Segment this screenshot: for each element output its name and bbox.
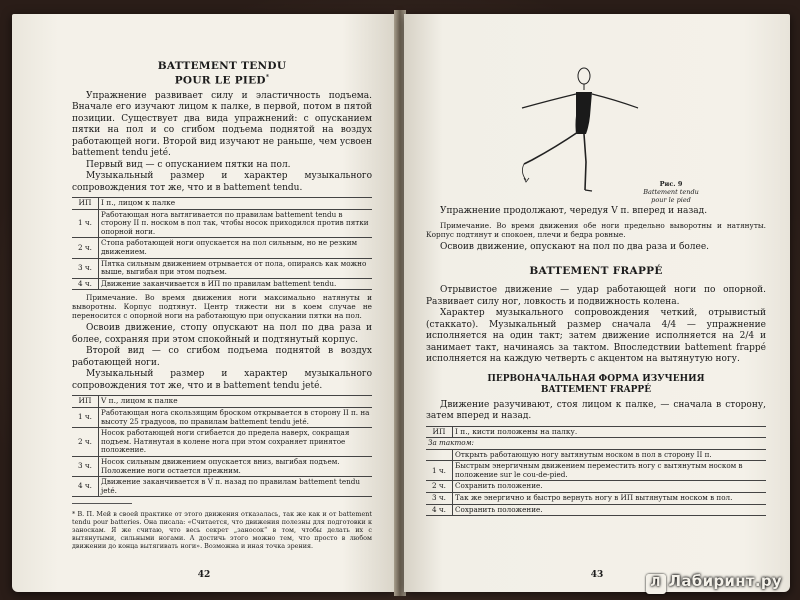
figure-caption-line1: Battement tendu <box>643 188 699 196</box>
table-cell-text: Открыть работающую ногу вытянутым носком в пол в сторону II п. <box>453 449 767 461</box>
table-row <box>426 461 766 481</box>
watermark-logo <box>646 572 782 594</box>
table-row <box>72 198 372 210</box>
table-row <box>72 456 372 476</box>
left-page <box>12 14 396 592</box>
table-row <box>426 449 766 461</box>
table-cell-count: 2 ч. <box>426 481 453 493</box>
table-row <box>72 278 372 290</box>
table-cell-count: 1 ч. <box>72 407 99 427</box>
footnote-divider <box>72 503 132 504</box>
left-table-2 <box>72 395 372 497</box>
table-cell-count: 4 ч. <box>426 504 453 516</box>
table-row <box>426 438 766 450</box>
table-cell-count: За тактом: <box>426 438 766 450</box>
right-table <box>426 426 766 517</box>
figure-caption-number: Рис. 9 <box>659 180 683 188</box>
watermark-text: Лабиринт.ру <box>668 572 782 590</box>
table-cell-text: Сохранить положение. <box>453 481 767 493</box>
table-cell-text: Носок работающей ноги сгибается до предела наверх, сокращая подъем. Натянутая в колене нога при этом сохраняет принятое положение. <box>99 428 373 457</box>
table-cell-text: V п., лицом к палке <box>99 396 373 408</box>
table-cell-text: I п., лицом к палке <box>99 198 373 210</box>
labirint-logo-icon: Л <box>646 574 666 594</box>
right-note-1: Примечание. Во время движения обе ноги предельно выворотны и натянуты. Корпус подтянут и спокоен, плечи и бедра ровные. <box>426 220 766 239</box>
left-title-line1: BATTEMENT TENDU <box>157 60 287 72</box>
right-page <box>404 14 790 592</box>
table-cell-text: Быстрым энергичным движением переместить ногу с вытянутым носком в положение sur le cou-de-pied. <box>453 461 767 481</box>
table-cell-text: Движение заканчивается в ИП по правилам battement tendu. <box>99 278 373 290</box>
left-page-content <box>72 60 372 550</box>
table-cell-count: 1 ч. <box>426 461 453 481</box>
table-cell-count: 1 ч. <box>72 209 99 238</box>
right-para-1: Упражнение продолжают, чередуя V п. вперед и назад. <box>440 206 708 216</box>
table-cell-count: 4 ч. <box>72 278 99 290</box>
right-title: BATTEMENT FRAPPÉ <box>529 265 663 277</box>
table-cell-count: ИП <box>72 396 99 408</box>
table-cell-text: I п., кисти положены на палку. <box>453 426 767 438</box>
right-page-content <box>426 62 766 519</box>
table-row <box>426 493 766 505</box>
right-subtitle <box>426 374 766 396</box>
table-row <box>72 396 372 408</box>
table-row <box>72 258 372 278</box>
table-cell-count: 3 ч. <box>72 258 99 278</box>
left-table-1 <box>72 197 372 290</box>
left-para-1: Упражнение развивает силу и эластичность подъема. Вначале его изучают лицом к палке, в первой, потом в пятой позиции. Существует два вида упражнений: с опусканием пятки на пол и со сгибом подъема поднятой на воздух работающей ноги. Второй вид изучают не раньше, чем усвоен battement tendu jeté. <box>72 90 372 158</box>
table-row <box>72 209 372 238</box>
table-row <box>72 407 372 427</box>
figure-caption-line2: pour le pied <box>651 196 691 204</box>
right-subtitle-line1: ПЕРВОНАЧАЛЬНАЯ ФОРМА ИЗУЧЕНИЯ <box>487 373 705 384</box>
right-subtitle-line2: BATTEMENT FRAPPÉ <box>540 384 652 395</box>
table-cell-count: 3 ч. <box>72 456 99 476</box>
left-para-3: Музыкальный размер и характер музыкального сопровождения тот же, что и в battement tendu. <box>72 171 372 193</box>
table-cell-text: Движение заканчивается в V п. назад по правилам battement tendu jeté. <box>99 477 373 497</box>
table-row <box>72 477 372 497</box>
left-para-5: Второй вид — со сгибом подъема поднятой в воздух работающей ноги. <box>72 346 372 368</box>
table-row <box>72 428 372 457</box>
right-para-5: Движение разучивают, стоя лицом к палке, — сначала в сторону, затем вперед и назад. <box>426 399 766 421</box>
table-cell-text: Так же энергично и быстро вернуть ногу в ИП вытянутым носком в пол. <box>453 493 767 505</box>
left-footnote: * В. П. Мей в своей практике от этого движения отказалась, так же как и от battement tendu pour batteries. Она писала: «Считается, что движения полезны для подготовки к заноскам. Я же считаю, что весь секрет „заносок“ в том, чтобы делать их с вытянутыми, сильными ногами. А достичь этого можно тем, что просто в любом движении до конца вытягивать ноги». Возможна и иная точка зрения. <box>72 510 372 551</box>
table-cell-count: 4 ч. <box>72 477 99 497</box>
right-para-3: Отрывистое движение — удар работающей ноги по опорной. Развивает силу ног, ловкость и подвижность колена. <box>426 285 766 307</box>
table-cell-count: ИП <box>426 426 453 438</box>
table-cell-text: Работающая нога скользящим броском открывается в сторону II п. на высоту 25 градусов, по правилам battement tendu jeté. <box>99 407 373 427</box>
figure-9 <box>426 62 766 202</box>
left-page-number: 42 <box>197 570 211 580</box>
left-title <box>72 60 372 87</box>
table-cell-text: Носок сильным движением опускается вниз, выгибая подъем. Положение ноги остается прежним. <box>99 456 373 476</box>
left-note-1: Примечание. Во время движения ноги максимально натянуты и выворотны. Корпус подтянут. Центр тяжести ни в коем случае не переносится с опорной ноги на работающую при опускании пятки на пол. <box>72 293 372 321</box>
figure-caption <box>626 180 716 204</box>
table-cell-text: Сохранить положение. <box>453 504 767 516</box>
left-para-2: Первый вид — с опусканием пятки на пол. <box>86 159 291 170</box>
table-cell-count: 2 ч. <box>72 238 99 258</box>
left-para-6: Музыкальный размер и характер музыкального сопровождения тот же, что и в battement tendu jeté. <box>72 369 372 391</box>
right-page-number: 43 <box>590 570 604 580</box>
left-title-line2: POUR LE PIED <box>174 74 266 87</box>
table-cell-text: Стопа работающей ноги опускается на пол сильным, но не резким движением. <box>99 238 373 258</box>
right-para-2: Освоив движение, опускают на пол по два раза и более. <box>440 241 710 252</box>
table-cell-count <box>426 449 453 461</box>
table-row <box>72 238 372 258</box>
table-cell-text: Работающая нога вытягивается по правилам battement tendu в сторону II п. носком в пол так, чтобы носок приходился против пятки опорной ноги. <box>99 209 373 238</box>
footnote-mark: * <box>265 74 270 81</box>
right-para-4: Характер музыкального сопровождения четкий, отрывистый (стаккато). Музыкальный размер сначала 4/4 — упражнение исполняется на один такт; затем движение исполняется на 2/4 и занимает такт, начинаясь за тактом. Впоследствии battement frappé исполняется на каждую четверть с акцентом на вытянутую ногу. <box>426 308 766 364</box>
left-para-4: Освоив движение, стопу опускают на пол по два раза и более, сохраняя при этом спокойный и подтянутый корпус. <box>72 323 372 345</box>
table-cell-count: 2 ч. <box>72 428 99 457</box>
table-cell-count: ИП <box>72 198 99 210</box>
table-row <box>426 504 766 516</box>
table-cell-count: 3 ч. <box>426 493 453 505</box>
table-row <box>426 426 766 438</box>
table-cell-text: Пятка сильным движением отрывается от пола, опираясь как можно выше, выгибая при этом подъем. <box>99 258 373 278</box>
table-row <box>426 481 766 493</box>
